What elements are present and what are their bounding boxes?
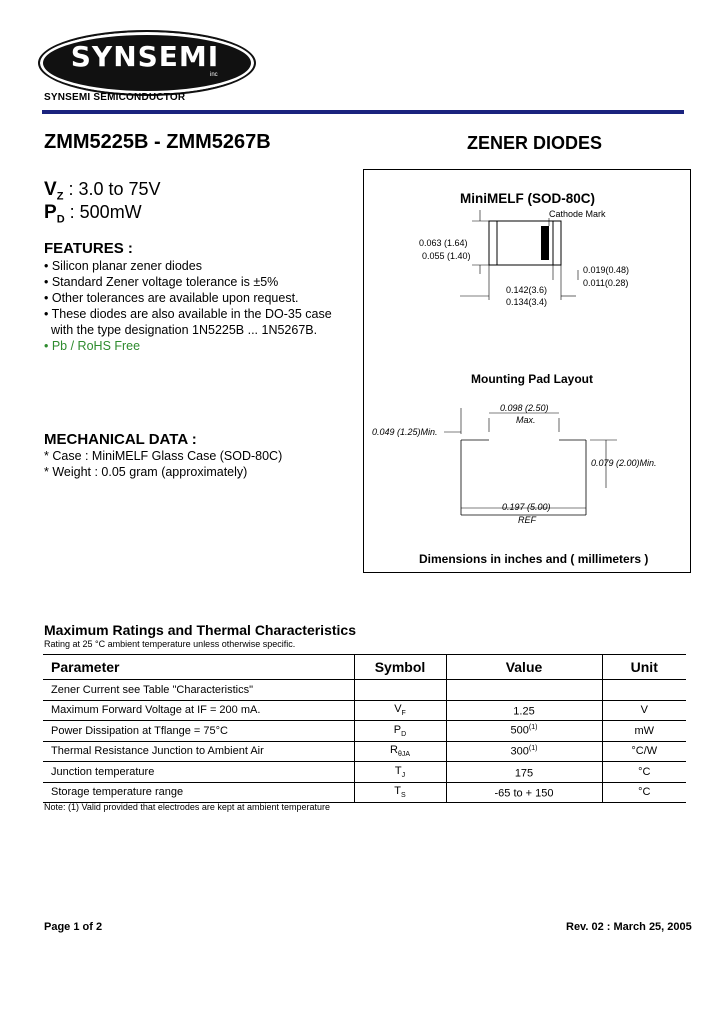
dim-end-min: 0.011(0.28) xyxy=(583,278,629,288)
cell-symbol: $P_D$ xyxy=(354,721,446,742)
dim-length-min: 0.134(3.4) xyxy=(506,297,548,307)
feature-item-rohs: • Pb / RoHS Free xyxy=(44,339,141,353)
features-list xyxy=(44,258,332,354)
pad-ref-dim: 0.197 (5.00) xyxy=(502,502,551,512)
vz-spec: $V_Z$ : 3.0 to 75V xyxy=(44,179,161,203)
cell-parameter: Zener Current see Table "Characteristics" xyxy=(51,683,254,696)
cell-symbol xyxy=(354,680,446,701)
header-parameter: Parameter xyxy=(51,659,120,675)
dim-end-max: 0.019(0.48) xyxy=(583,265,630,275)
vz-value: : 3.0 to 75V xyxy=(68,179,161,199)
cell-value: 500$^{(1)}$ xyxy=(446,721,602,742)
cell-value: -65 to + 150 xyxy=(446,782,602,803)
dimensions-note: Dimensions in inches and ( millimeters ) xyxy=(419,552,649,566)
cell-symbol: $R_{\theta JA}$ xyxy=(354,741,446,762)
feature-item: • Standard Zener voltage tolerance is ±5% xyxy=(44,275,279,289)
cell-value: 175 xyxy=(446,762,602,783)
cell-parameter: Maximum Forward Voltage at IF = 200 mA. xyxy=(51,704,261,717)
mechanical-item: * Weight : 0.05 gram (approximately) xyxy=(44,465,248,479)
pad-width-dim: 0.049 (1.25)Min. xyxy=(372,427,438,437)
cathode-mark-label: Cathode Mark xyxy=(549,209,606,219)
cell-unit xyxy=(602,680,686,701)
diode-body xyxy=(489,221,561,265)
pad-gap-dim: 0.098 (2.50) xyxy=(500,403,549,413)
cell-unit: °C xyxy=(602,762,686,783)
cell-parameter: Power Dissipation at Tflange = 75°C xyxy=(51,724,228,737)
device-type-title: ZENER DIODES xyxy=(467,133,603,153)
table-row xyxy=(43,721,686,742)
header-unit: Unit xyxy=(602,655,686,680)
table-row xyxy=(43,700,686,721)
diode-end-right xyxy=(553,221,561,265)
cell-symbol: $V_F$ xyxy=(354,700,446,721)
revision-date: Rev. 02 : March 25, 2005 xyxy=(566,921,692,933)
cell-parameter: Storage temperature range xyxy=(51,786,184,799)
table-row xyxy=(43,762,686,783)
feature-item: • Silicon planar zener diodes xyxy=(44,259,202,273)
package-title: MiniMELF (SOD-80C) xyxy=(460,191,595,206)
table-row xyxy=(43,782,686,803)
cell-unit: V xyxy=(602,700,686,721)
pad-height-dim: 0.079 (2.00)Min. xyxy=(591,458,657,468)
cell-unit: mW xyxy=(602,721,686,742)
logo-inc: inc xyxy=(210,72,218,78)
ratings-note: Note: (1) Valid provided that electrodes are kept at ambient temperature xyxy=(44,802,330,812)
pd-spec: $P_D$ : 500mW xyxy=(44,202,142,226)
feature-item: with the type designation 1N5225B ... 1N5267B. xyxy=(44,323,318,337)
part-range-title: ZMM5225B - ZMM5267B xyxy=(44,131,271,153)
mechanical-item: * Case : MiniMELF Glass Case (SOD-80C) xyxy=(44,449,283,463)
pad-gap-note: Max. xyxy=(516,415,536,425)
cell-value: 1.25 xyxy=(446,700,602,721)
ratings-title: Maximum Ratings and Thermal Characteristics xyxy=(44,622,356,638)
ratings-table xyxy=(43,654,686,803)
feature-item: • These diodes are also available in the DO-35 case xyxy=(44,307,332,321)
features-heading: FEATURES : xyxy=(44,240,133,257)
cathode-band xyxy=(541,226,549,260)
cell-unit: °C/W xyxy=(602,741,686,762)
header-symbol: Symbol xyxy=(354,655,446,680)
company-name: SYNSEMI SEMICONDUCTOR xyxy=(44,92,186,103)
header-value: Value xyxy=(446,655,602,680)
feature-item: • Other tolerances are available upon request. xyxy=(44,291,299,305)
cell-parameter: Thermal Resistance Junction to Ambient Air xyxy=(51,745,264,758)
cell-symbol: $T_S$ xyxy=(354,782,446,803)
pad-ref-note: REF xyxy=(518,515,536,525)
dim-diameter-min: 0.055 (1.40) xyxy=(422,251,471,261)
dim-diameter-max: 0.063 (1.64) xyxy=(419,238,468,248)
cell-value xyxy=(446,680,602,701)
cell-value: 300$^{(1)}$ xyxy=(446,741,602,762)
mechanical-heading: MECHANICAL DATA : xyxy=(44,431,197,448)
diode-end-left xyxy=(489,221,497,265)
dim-length-max: 0.142(3.6) xyxy=(506,285,548,295)
pad-layout-title: Mounting Pad Layout xyxy=(471,372,593,386)
cell-parameter: Junction temperature xyxy=(51,765,155,778)
header-rule xyxy=(42,110,684,114)
cell-symbol: $T_J$ xyxy=(354,762,446,783)
pd-value: : 500mW xyxy=(69,202,142,222)
table-row xyxy=(43,741,686,762)
ratings-subtitle: Rating at 25 °C ambient temperature unless otherwise specific. xyxy=(44,639,296,649)
cell-unit: °C xyxy=(602,782,686,803)
mechanical-list xyxy=(44,448,282,480)
logo-text: SYNSEMI xyxy=(70,40,220,73)
ratings-header-row xyxy=(43,655,686,680)
table-row xyxy=(43,680,686,701)
page-number: Page 1 of 2 xyxy=(44,921,103,933)
